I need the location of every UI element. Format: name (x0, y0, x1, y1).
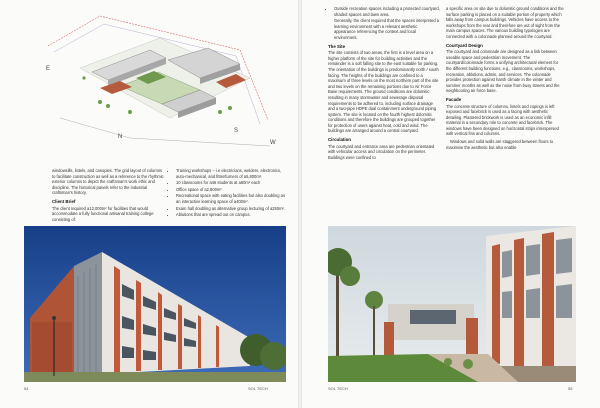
list-item: • Exam hall doubling as alternative group lecturing of a250m². (176, 206, 286, 212)
paragraph: The courtyard and entrance area are pedestrian orientated with vehicular access and circulation on the perimeter. Buildings were confined to (328, 143, 435, 160)
compass-west: W (270, 140, 276, 146)
paragraph: Generally, the client required that the spaces interpreted a learning environment with a relevant aesthetic appearance referencing the context and local environment. (334, 18, 440, 40)
heading-client-brief: Client Brief (52, 198, 76, 204)
journal-title: SOL TECH (248, 386, 268, 391)
right-page (302, 0, 600, 408)
compass-south: S (234, 128, 239, 134)
left-column-1 (52, 168, 164, 224)
paragraph: Windows and solid walls are staggered between floors to maximise the aesthetic but also enable (446, 139, 554, 150)
site-plan-drawing (40, 8, 290, 158)
paragraph: windowsills, lintels, and canopies. The grid layout of columns to facilitate construction as well as a reference to the rhythmic exterior columns to depict the craftsman's work ethic and discipline. The historical panels refer to the industrial craftsman's history. (52, 168, 164, 196)
paragraph: The concrete structure of columns, lintels and copings is left exposed and facebrick is used as a facing with aesthetic detailing. Plastered brickwork is used as an economic infill material in a secondary role to concrete and facebrick. The windows have been designed on horizontal strips interspersed with vertical fins and columns. (446, 103, 559, 137)
paragraph: The client required a12,000m² for facilities that would accommodate a fully functional artisanal training college consisting of: (52, 205, 154, 222)
heading-facade: Facade (446, 96, 462, 102)
page-number: 54 (24, 386, 29, 391)
page-number: 55 (568, 386, 573, 391)
requirements-list-continued (328, 6, 440, 17)
running-title-right (328, 386, 348, 391)
list-item: • Recreational space with eating facilities but also doubling as an interactive learning space of a400m². (176, 193, 286, 204)
courtyard-photo (328, 226, 576, 382)
heading-circulation: Circulation (328, 137, 351, 143)
left-page (0, 0, 298, 408)
paragraph: a specific area on site due to dolomitic ground conditions and the surface parking is placed on a suitable portion of property which falls away from campus buildings. Vehicles have access to the workshops from the rear and therefore are out of sight from the main campus spaces. The various building typologies are connected with a colonnade planned around the courtyard. (446, 6, 564, 39)
paragraph: The courtyard and colonnade are designed as a link between useable space and pedestrian movement. The courtyard/colonnade forms a unifying architectural element for the different building functions, e.g., classrooms, workshops, recreation, ablutions, admin, and services. The colonnade provides protection against harsh climate in the winter and summer months as well as the noise from busy streets and the neighbouring air force base. (446, 49, 560, 94)
list-item: • Outside recreation spaces including a protected courtyard, shaded spaces and lawn area. (334, 6, 440, 17)
list-item: • 10 classrooms for a46 students at a60m² each (176, 180, 286, 186)
journal-title: SOL TECH (328, 386, 348, 391)
requirements-list (170, 168, 286, 218)
heading-courtyard-design: Courtyard Design (446, 42, 483, 48)
building-exterior-photo (24, 226, 286, 382)
right-column-2 (446, 6, 564, 152)
heading-the-site: The Site (328, 43, 346, 49)
folio-left (24, 386, 28, 391)
left-column-2 (170, 168, 286, 219)
list-item: • Ablutions that are spread out on campus. (176, 212, 286, 218)
compass-east: E (46, 66, 51, 72)
running-title-left (248, 386, 268, 391)
list-item: • Training workshops – i.e electricians, welders, electronics, auto-mechanical, and fitter/turners of a5,800m². (176, 168, 286, 179)
paragraph: The site consists of two areas, the first is a level area on a higher platform of the site for building activities and the remainder is a soft falling site to the east suitable for parking. The orientation of the buildings is predominantly north / south facing. The heights of the buildings are confined to a maximum of three levels on the most northern part of the site and two levels on the remaining portions due to Air Force Base requirements. The ground conditions are dolomitic resulting in many stormwater and sewerage disposal requirements to be adhered to, including surface drainage and a two-pipe HDPE dual containment underground piping system. The site is located on the fourth highest dolomitic conditions and therefore the buildings are grouped together for protection of users against heat, cold and wind. The buildings are arranged around a central courtyard. (328, 50, 439, 134)
compass-north: N (118, 134, 123, 140)
folio-right (568, 386, 572, 391)
list-item: • Office space of a2,800m². (176, 187, 286, 193)
right-column-1 (328, 6, 440, 162)
